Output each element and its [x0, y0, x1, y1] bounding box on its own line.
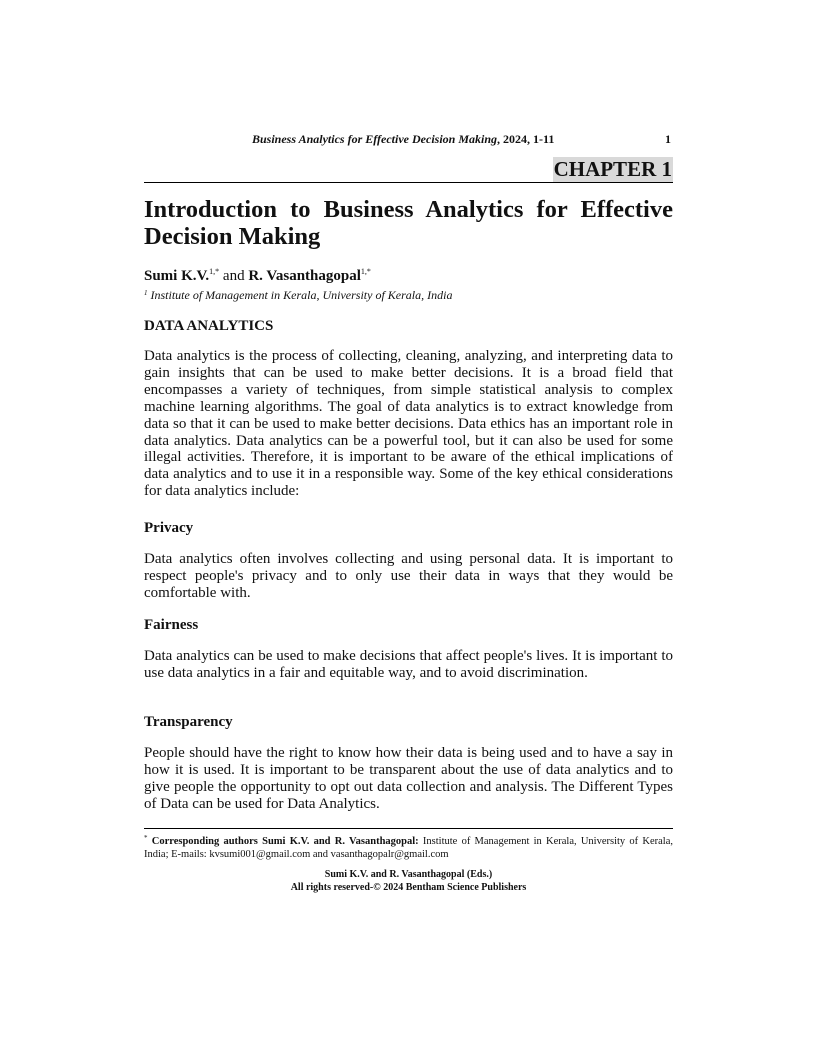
publisher-imprint — [144, 868, 673, 894]
section-heading-privacy: Privacy — [144, 520, 194, 536]
affiliation-text: Institute of Management in Kerala, University of Kerala, India — [147, 288, 453, 302]
author-line — [144, 263, 673, 285]
section-heading-fairness: Fairness — [144, 617, 199, 633]
paragraph-privacy: Data analytics often involves collecting and using personal data. It is important to respect people's privacy and to only use their data in ways that they would be comfortable with. — [144, 551, 673, 601]
paragraph-transparency: People should have the right to know how their data is being used and to have a say in how it is used. It is important to be transparent about the use of data analytics and to give people the opportunity to opt out data collection and analysis. The Different Types of Data can be used for Data Analytics. — [144, 745, 673, 812]
running-head-title — [252, 132, 554, 147]
running-head-year-pages: , 2024, 1-11 — [497, 132, 555, 146]
page-number: 1 — [665, 132, 671, 146]
affiliation-marker: 1 — [144, 289, 148, 297]
author-2-marker: 1,* — [360, 267, 371, 276]
footnote-rule — [144, 828, 673, 829]
running-head-book-title: Business Analytics for Effective Decision Making — [252, 132, 498, 146]
section-heading-data-analytics: DATA ANALYTICS — [144, 318, 274, 334]
footnote-text: Institute of Management in Kerala, University of Kerala, India; E-mails: kvsumi001@gmail.com and vasanthagopalr@gmail.com — [144, 836, 674, 860]
chapter-rule — [144, 182, 673, 183]
author-1-marker: 1,* — [209, 267, 220, 276]
running-head — [144, 132, 673, 148]
footnote-marker: * — [144, 834, 148, 842]
chapter-header — [144, 157, 673, 183]
imprint-rights: All rights reserved-© 2024 Bentham Science Publishers — [290, 882, 527, 893]
affiliation — [144, 286, 673, 302]
paragraph-data-analytics: Data analytics is the process of collecting, cleaning, analyzing, and interpreting data to gain insights that can be used to make better decisions. It is a broad field that encompasses a variety of techniques, from simple statistical analysis to complex machine learning algorithms. The goal of data analytics is to extract knowledge from data so that it can be used to make better decisions. Data ethics has an important role in data analytics. Data analytics can be a powerful tool, but it can also be used for some illegal activities. Therefore, it is important to be aware of the ethical implications of data analytics and to use it in a responsible way. Some of the key ethical considerations for data analytics include: — [144, 348, 673, 500]
author-1-name: Sumi K.V. — [144, 268, 210, 284]
section-heading-transparency: Transparency — [144, 714, 233, 730]
paragraph-fairness: Data analytics can be used to make decisions that affect people's lives. It is important to use data analytics in a fair and equitable way, and to avoid discrimination. — [144, 648, 673, 681]
chapter-title: Introduction to Business Analytics for Effective Decision Making — [144, 196, 673, 250]
author-conjunction: and — [219, 268, 249, 284]
imprint-editors: Sumi K.V. and R. Vasanthagopal (Eds.) — [324, 869, 493, 880]
footnote — [144, 832, 673, 861]
author-2-name: R. Vasanthagopal — [248, 268, 361, 284]
footnote-bold: Corresponding authors Sumi K.V. and R. Vasanthagopal: — [147, 836, 419, 847]
chapter-label: CHAPTER 1 — [553, 157, 672, 181]
